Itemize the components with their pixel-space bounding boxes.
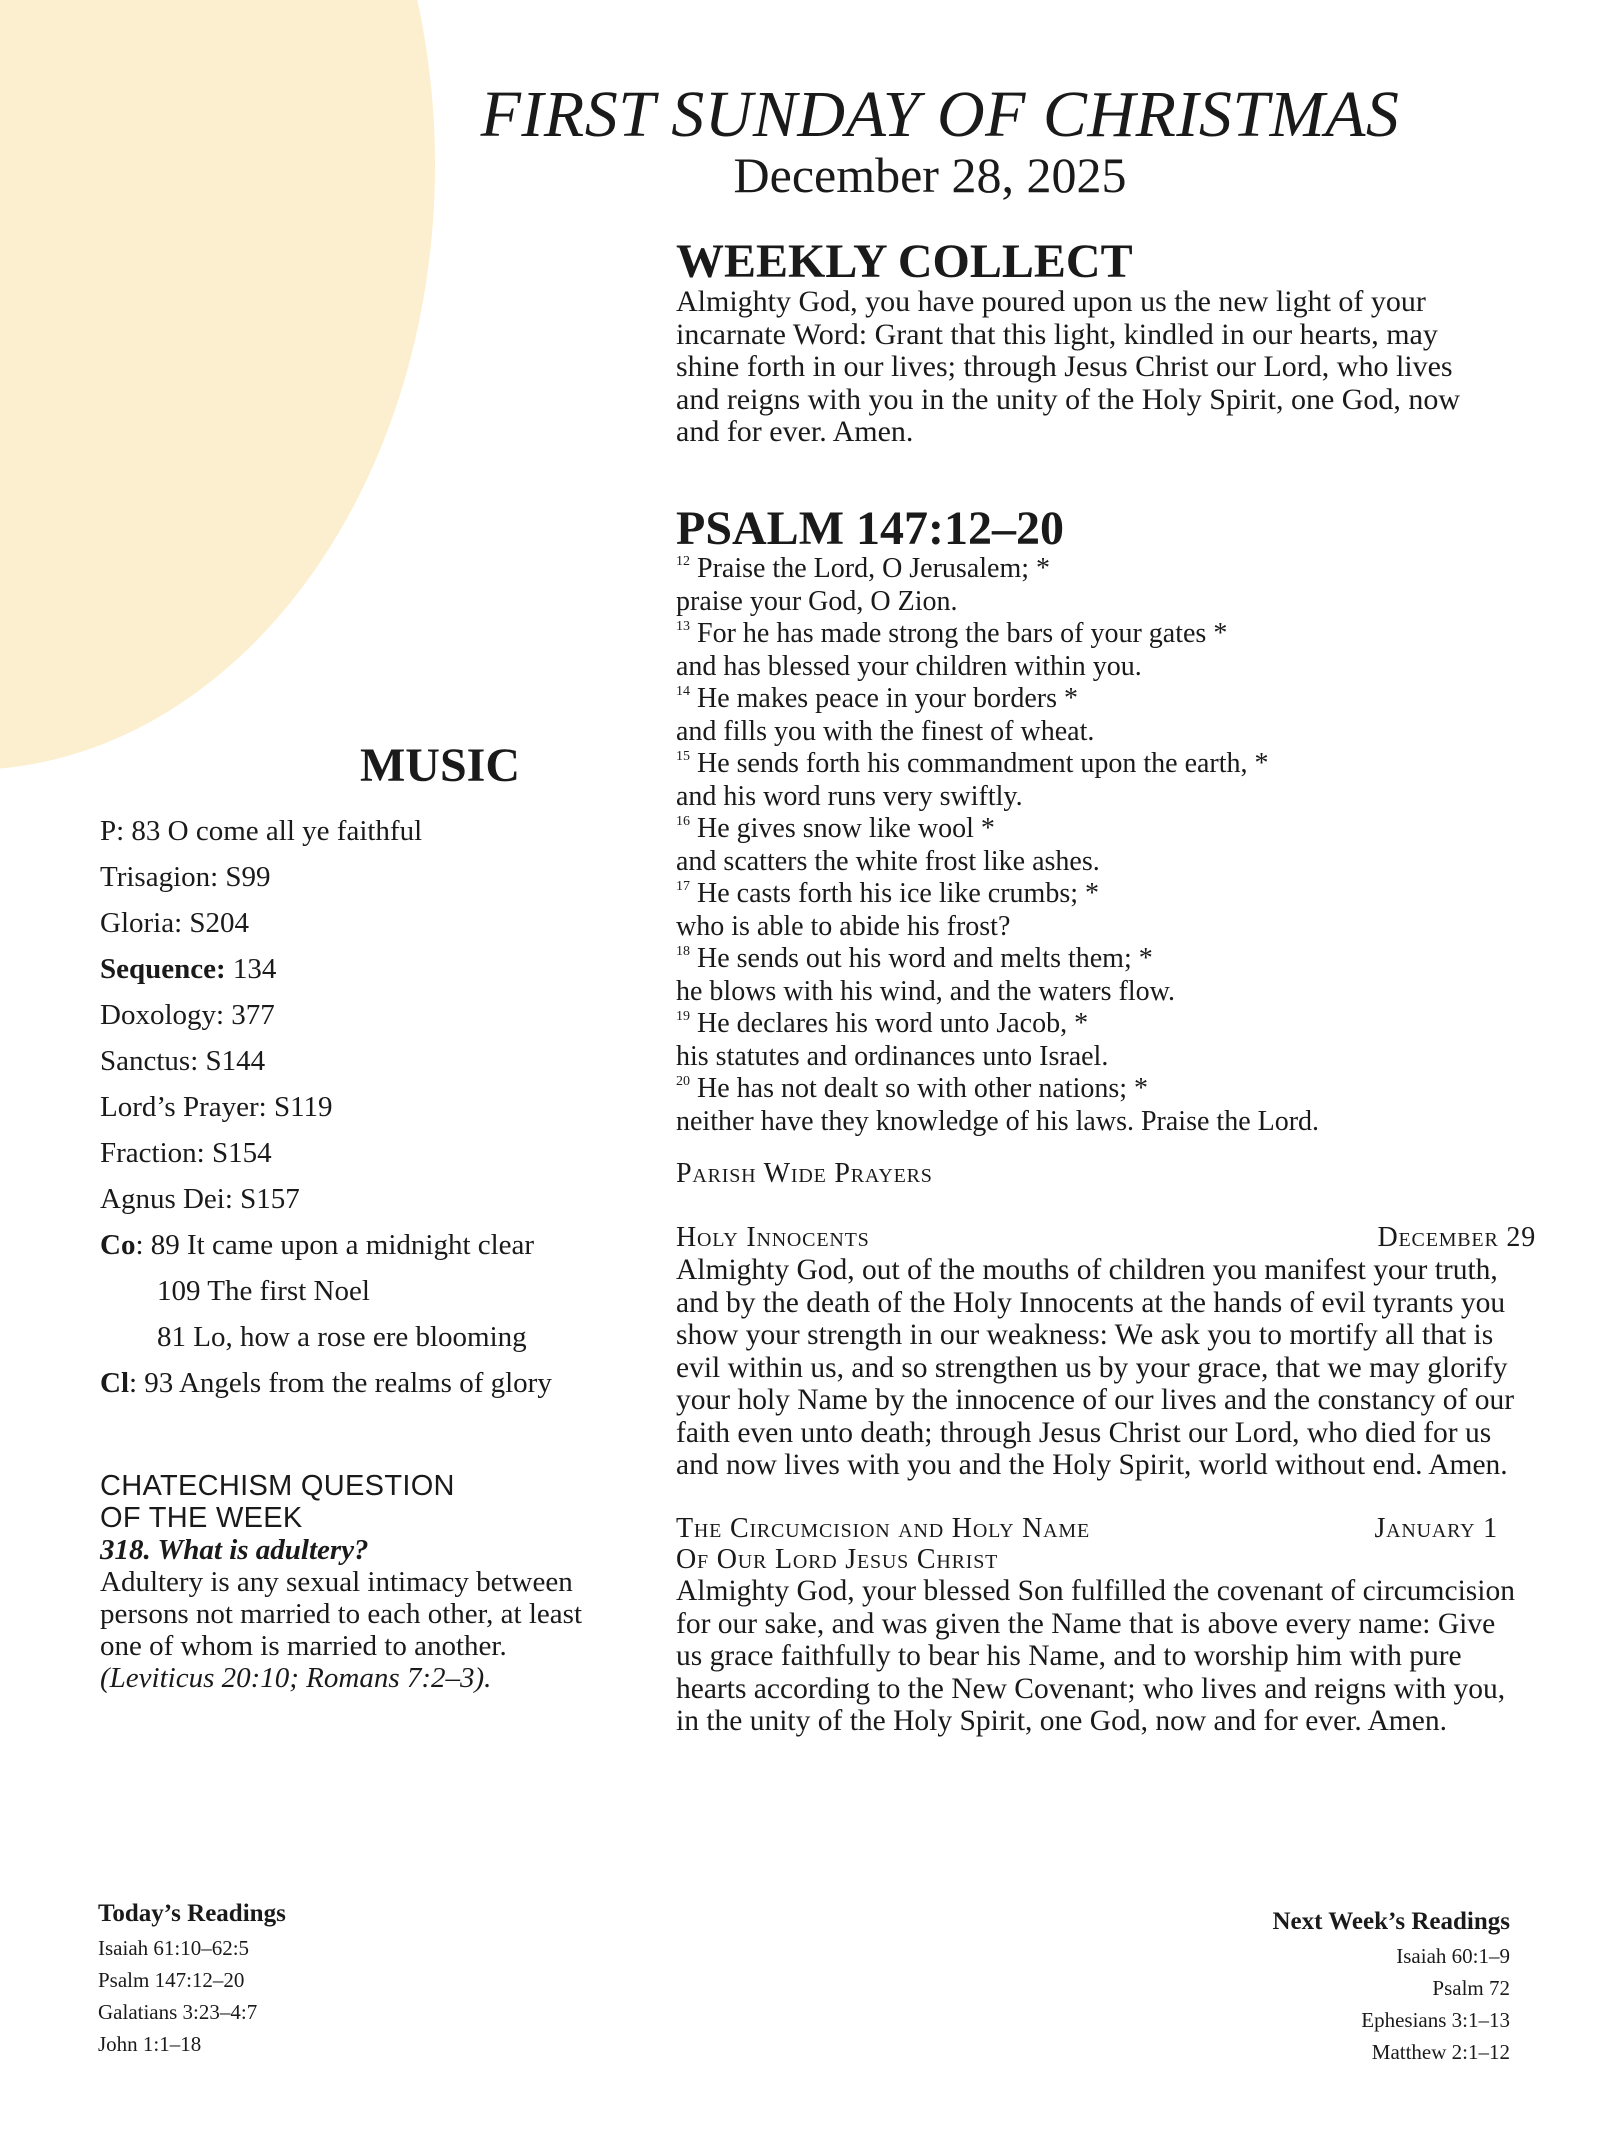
collect-line: and reigns with you in the unity of the Holy Spirit, one God, now bbox=[676, 382, 1461, 416]
feast-text bbox=[676, 1254, 1566, 1482]
feast-date: January 1 bbox=[1374, 1513, 1498, 1544]
verse-number: 15 bbox=[676, 749, 690, 764]
psalm-verses bbox=[676, 553, 1576, 1138]
music-item: Co: 89 It came upon a midnight clear bbox=[100, 1229, 535, 1261]
holy-innocents-prayer bbox=[676, 1222, 1566, 1482]
next-weeks-readings bbox=[1273, 1904, 1511, 2068]
prayer-line: show your strength in our weakness: We ask you to mortify all that is bbox=[676, 1319, 1494, 1351]
collect-heading: WEEKLY COLLECT bbox=[676, 235, 1133, 288]
collect-line: shine forth in our lives; through Jesus Christ our Lord, who lives bbox=[676, 350, 1453, 383]
music-item: Lord’s Prayer: S119 bbox=[100, 1091, 333, 1123]
reading-item: Psalm 147:12–20 bbox=[98, 1968, 245, 1992]
reading-item: Psalm 72 bbox=[1432, 1976, 1510, 2000]
psalm-section bbox=[676, 502, 1576, 1138]
music-item: P: 83 O come all ye faithful bbox=[100, 815, 423, 847]
todays-readings-heading: Today’s Readings bbox=[98, 1900, 286, 1927]
decorative-sun-circle bbox=[0, 0, 435, 770]
service-date: December 28, 2025 bbox=[733, 147, 1127, 203]
parish-prayers-heading: Parish Wide Prayers bbox=[676, 1158, 933, 1189]
prayer-line: and now lives with you and the Holy Spirit, world without end. Amen. bbox=[676, 1449, 1508, 1481]
feast-date: December 29 bbox=[1377, 1222, 1536, 1253]
verse-number: 19 bbox=[676, 1009, 690, 1024]
verse-number: 12 bbox=[676, 554, 690, 569]
music-item: Fraction: S154 bbox=[100, 1137, 272, 1169]
verse-line: he blows with his wind, and the waters flow. bbox=[676, 975, 1175, 1007]
music-item: Doxology: 377 bbox=[100, 999, 275, 1031]
reading-item: Matthew 2:1–12 bbox=[1371, 2040, 1510, 2064]
catechism-reference: (Leviticus 20:10; Romans 7:2–3). bbox=[100, 1662, 492, 1694]
music-item: 109 The first Noel bbox=[157, 1275, 370, 1307]
verse-line: who is able to abide his frost? bbox=[676, 910, 1011, 942]
feast-header bbox=[676, 1222, 1566, 1254]
verse-line: praise your God, O Zion. bbox=[676, 585, 958, 617]
music-item: Sanctus: S144 bbox=[100, 1045, 266, 1077]
verse-number: 16 bbox=[676, 814, 690, 829]
music-item: Cl: 93 Angels from the realms of glory bbox=[100, 1367, 552, 1399]
collect-line: Almighty God, you have poured upon us the new light of your bbox=[676, 285, 1426, 318]
verse-line: $^{16}$ He gives snow like wool * bbox=[676, 813, 995, 844]
reading-item: Isaiah 61:10–62:5 bbox=[98, 1936, 250, 1960]
prayer-line: in the unity of the Holy Spirit, one God, now and for ever. Amen. bbox=[676, 1705, 1447, 1737]
feast-title: The Circumcision and Holy Name bbox=[676, 1513, 1090, 1544]
verse-line: $^{18}$ He sends out his word and melts them; * bbox=[676, 943, 1153, 974]
verse-line: $^{19}$ He declares his word unto Jacob, * bbox=[676, 1008, 1089, 1039]
prayer-line: evil within us, and so strengthen us by your grace, that we may glorify bbox=[676, 1351, 1508, 1384]
reading-item: John 1:1–18 bbox=[98, 2032, 202, 2056]
prayer-line: for our sake, and was given the Name that is above every name: Give bbox=[676, 1607, 1496, 1640]
verse-line: his statutes and ordinances unto Israel. bbox=[676, 1040, 1109, 1072]
prayer-line: hearts according to the New Covenant; who lives and reigns with you, bbox=[676, 1672, 1506, 1705]
catechism-answer-line: persons not married to each other, at least bbox=[100, 1598, 582, 1630]
prayer-line: and by the death of the Holy Innocents at the hands of evil tyrants you bbox=[676, 1286, 1506, 1319]
prayer-line: us grace faithfully to bear his Name, and to worship him with pure bbox=[676, 1640, 1462, 1672]
catechism-heading-line2: OF THE WEEK bbox=[100, 1502, 303, 1534]
music-item: Gloria: S204 bbox=[100, 907, 250, 939]
collect-text bbox=[676, 286, 1576, 449]
verse-line: $^{20}$ He has not dealt so with other nations; * bbox=[676, 1073, 1149, 1104]
catechism-answer-line: one of whom is married to another. bbox=[100, 1630, 507, 1662]
catechism-question: 318. What is adultery? bbox=[100, 1534, 369, 1566]
psalm-heading: PSALM 147:12–20 bbox=[676, 502, 1064, 555]
reading-item: Galatians 3:23–4:7 bbox=[98, 2000, 258, 2024]
feast-header bbox=[676, 1513, 1566, 1545]
todays-readings bbox=[98, 1896, 286, 2060]
music-item: 81 Lo, how a rose ere blooming bbox=[157, 1321, 527, 1353]
music-item: Agnus Dei: S157 bbox=[100, 1183, 300, 1215]
verse-number: 14 bbox=[676, 684, 690, 699]
music-list bbox=[100, 808, 552, 1406]
weekly-collect bbox=[676, 235, 1576, 449]
reading-item: Ephesians 3:1–13 bbox=[1361, 2008, 1510, 2032]
verse-number: 13 bbox=[676, 619, 690, 634]
verse-line: $^{12}$ Praise the Lord, O Jerusalem; * bbox=[676, 553, 1051, 584]
prayer-line: faith even unto death; through Jesus Christ our Lord, who died for us bbox=[676, 1416, 1492, 1449]
verse-number: 20 bbox=[676, 1074, 690, 1089]
feast-title: Holy Innocents bbox=[676, 1222, 870, 1253]
music-item: Sequence: 134 bbox=[100, 953, 277, 985]
collect-line: and for ever. Amen. bbox=[676, 415, 914, 448]
prayer-line: Almighty God, out of the mouths of children you manifest your truth, bbox=[676, 1254, 1498, 1286]
feast-title-line2: Of Our Lord Jesus Christ bbox=[676, 1544, 999, 1575]
verse-line: and his word runs very swiftly. bbox=[676, 780, 1023, 812]
catechism-answer-line: Adultery is any sexual intimacy between bbox=[100, 1566, 573, 1598]
verse-line: and fills you with the finest of wheat. bbox=[676, 715, 1095, 747]
prayer-line: your holy Name by the innocence of our lives and the constancy of our bbox=[676, 1384, 1515, 1416]
holy-name-prayer bbox=[676, 1513, 1566, 1738]
verse-line: $^{17}$ He casts forth his ice like crumbs; * bbox=[676, 878, 1100, 909]
verse-line: $^{15}$ He sends forth his commandment upon the earth, * bbox=[676, 748, 1269, 779]
collect-line: incarnate Word: Grant that this light, kindled in our hearts, may bbox=[676, 317, 1438, 351]
catechism-heading: CHATECHISM QUESTION bbox=[100, 1470, 455, 1502]
page-title: FIRST SUNDAY OF CHRISTMAS bbox=[480, 78, 1400, 151]
verse-line: and has blessed your children within you. bbox=[676, 650, 1142, 682]
prayer-line: Almighty God, your blessed Son fulfilled the covenant of circumcision bbox=[676, 1575, 1515, 1607]
next-readings-heading: Next Week’s Readings bbox=[1272, 1908, 1510, 1935]
catechism-section bbox=[100, 1470, 640, 1694]
verse-line: neither have they knowledge of his laws. Praise the Lord. bbox=[676, 1105, 1320, 1137]
verse-line: $^{13}$ For he has made strong the bars of your gates * bbox=[676, 618, 1228, 649]
verse-number: 17 bbox=[676, 879, 690, 894]
feast-text bbox=[676, 1575, 1566, 1738]
music-item: Trisagion: S99 bbox=[100, 861, 271, 893]
music-heading: MUSIC bbox=[360, 739, 521, 792]
verse-number: 18 bbox=[676, 944, 690, 959]
verse-line: and scatters the white frost like ashes. bbox=[676, 845, 1100, 877]
reading-item: Isaiah 60:1–9 bbox=[1396, 1944, 1510, 1968]
verse-line: $^{14}$ He makes peace in your borders * bbox=[676, 683, 1078, 714]
